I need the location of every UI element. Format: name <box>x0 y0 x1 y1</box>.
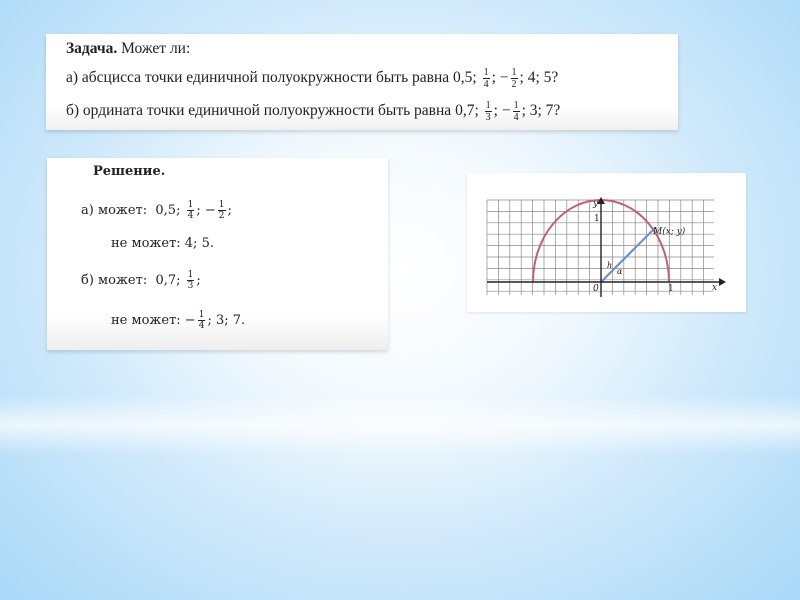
x-axis-label: x <box>712 283 718 293</box>
solution-a-fraction-2: $\frac{1}{2}$ <box>218 200 225 221</box>
origin-label: 0 <box>593 284 599 294</box>
y-tick-label: 1 <box>594 214 600 224</box>
h-label: h <box>607 261 613 270</box>
graph-card <box>467 173 746 312</box>
solution-a-cannot: не может: 4; 5. <box>111 236 214 251</box>
x-axis-arrow <box>719 278 726 286</box>
task-card <box>46 34 678 130</box>
solution-heading: Решение. <box>93 164 166 179</box>
solution-a-fraction-1: $\frac{1}{4}$ <box>187 200 194 221</box>
solution-b-cannot: не может: − $\frac{1}{4}$ ; 3; 7. <box>111 310 246 331</box>
task-line-a-text: а) абсцисса точки единичной полуокружности быть равна <box>66 69 450 87</box>
task-line-b-v1: 0,7; <box>455 102 479 120</box>
solution-b-fraction: $\frac{1}{4}$ <box>198 310 205 331</box>
angle-label: α <box>617 267 623 276</box>
task-line-a-v1: 0,5; <box>453 69 477 87</box>
solution-b-can: б) может: 0,7; $\frac{1}{3}$ ; <box>81 270 201 291</box>
task-line-b-text: б) ордината точки единичной полуокружности быть равна <box>66 102 452 120</box>
background-light-band <box>0 395 800 455</box>
solution-b-fraction-1: $\frac{1}{3}$ <box>187 270 194 291</box>
y-axis-label: y <box>593 199 599 209</box>
point-m-label: M(x; y) <box>653 227 686 237</box>
solution-a-can: а) может: 0,5; $\frac{1}{4}$ ; − $\frac{1}{2}$ ; <box>81 200 232 221</box>
x-tick-label: 1 <box>668 284 674 294</box>
task-title-line <box>66 40 190 58</box>
task-title-rest: Может ли: <box>121 40 191 57</box>
task-line-b-fraction-1: $\frac{1}{3}$ <box>485 100 491 123</box>
unit-semicircle-diagram <box>467 173 746 312</box>
task-title: Задача. <box>66 40 118 57</box>
task-line-a-fraction-1: $\frac{1}{4}$ <box>483 67 489 90</box>
task-line-a: а) абсцисса точки единичной полуокружности быть равна 0,5; $\frac{1}{4}$ ; − $\frac{1}{2}$ ; 4; 5? <box>66 67 559 90</box>
task-line-b-fraction-2: $\frac{1}{4}$ <box>513 100 519 123</box>
task-line-b: б) ордината точки единичной полуокружности быть равна 0,7; $\frac{1}{3}$ ; − $\frac{1}{4}$ ; 3; 7? <box>66 100 561 123</box>
task-line-a-fraction-2: $\frac{1}{2}$ <box>511 67 517 90</box>
solution-card <box>47 158 388 350</box>
